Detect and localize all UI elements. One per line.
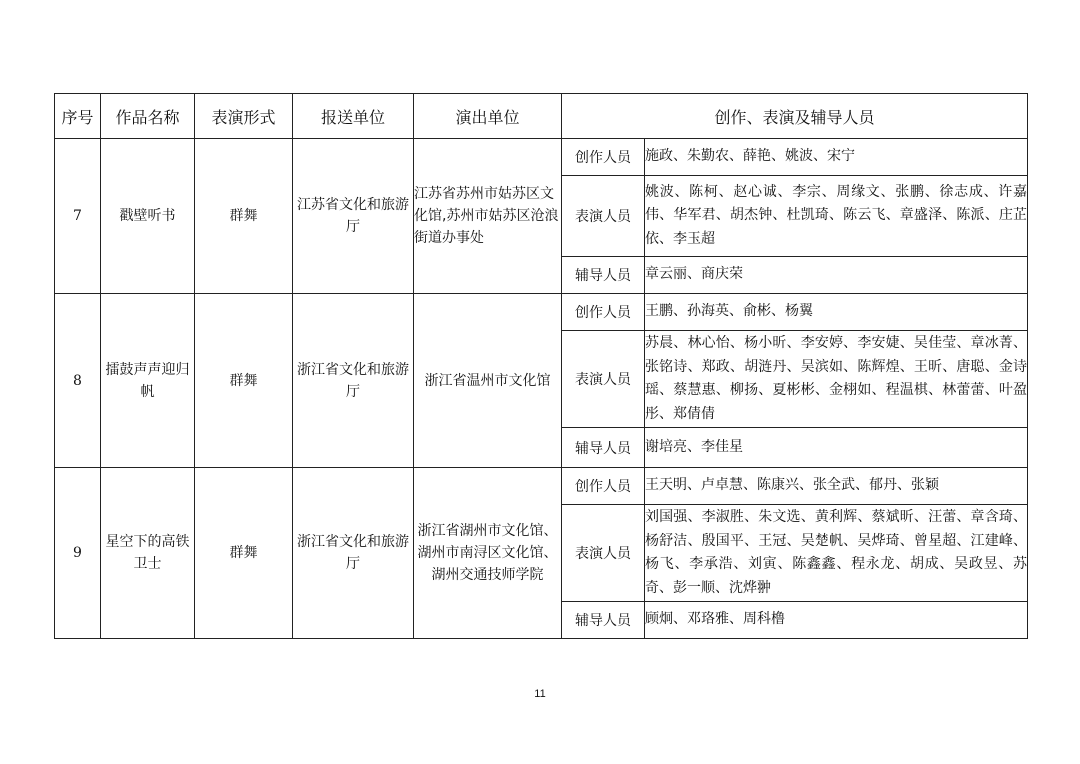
entry-form: 群舞 <box>195 294 293 468</box>
entry-performer: 浙江省湖州市文化馆、湖州市南浔区文化馆、湖州交通技师学院 <box>414 468 562 639</box>
role-names: 王鹏、孙海英、俞彬、杨翼 <box>645 294 1028 331</box>
page-number: 11 <box>534 688 546 700</box>
role-names: 王天明、卢卓慧、陈康兴、张全武、郁丹、张颖 <box>645 468 1028 505</box>
header-no: 序号 <box>55 94 101 139</box>
role-label: 创作人员 <box>562 139 645 176</box>
entry-submitter: 江苏省文化和旅游厅 <box>293 139 414 294</box>
header-form: 表演形式 <box>195 94 293 139</box>
header-title: 作品名称 <box>101 94 195 139</box>
entry-title: 星空下的高铁卫士 <box>101 468 195 639</box>
role-names: 章云丽、商庆荣 <box>645 257 1028 294</box>
entry-number: 8 <box>55 294 101 468</box>
entry-number: 7 <box>55 139 101 294</box>
role-names: 姚波、陈柯、赵心诚、李宗、周缘文、张鹏、徐志成、许嘉伟、华军君、胡杰钟、杜凯琦、陈云飞、章盛泽、陈派、庄芷依、李玉超 <box>645 176 1028 257</box>
role-label: 表演人员 <box>562 505 645 602</box>
role-label: 辅导人员 <box>562 428 645 468</box>
entry-title: 擂鼓声声迎归帆 <box>101 294 195 468</box>
header-submitter: 报送单位 <box>293 94 414 139</box>
entry-form: 群舞 <box>195 468 293 639</box>
entry-form: 群舞 <box>195 139 293 294</box>
entry-submitter: 浙江省文化和旅游厅 <box>293 468 414 639</box>
role-label: 辅导人员 <box>562 602 645 639</box>
header-staff: 创作、表演及辅导人员 <box>562 94 1028 139</box>
table-row <box>55 139 1028 176</box>
header-performer: 演出单位 <box>414 94 562 139</box>
table-header-row <box>55 94 1028 139</box>
entry-performer: 江苏省苏州市姑苏区文化馆,苏州市姑苏区沧浪街道办事处 <box>414 139 562 294</box>
table-row <box>55 468 1028 505</box>
entry-performer: 浙江省温州市文化馆 <box>414 294 562 468</box>
role-label: 创作人员 <box>562 294 645 331</box>
table-row <box>55 294 1028 331</box>
role-names: 刘国强、李淑胜、朱文选、黄利辉、蔡斌昕、汪蕾、章含琦、杨舒洁、殷国平、王冠、吴楚帆、吴烨琦、曾星超、江建峰、杨飞、李承浩、刘寅、陈鑫鑫、程永龙、胡成、吴政昱、苏奇、彭一顺、沈烨翀 <box>645 505 1028 602</box>
role-label: 表演人员 <box>562 331 645 428</box>
role-names: 顾炯、邓珞雅、周科橹 <box>645 602 1028 639</box>
role-names: 苏晨、林心怡、杨小昕、李安婷、李安婕、吴佳莹、章冰菁、张铭诗、郑政、胡涟丹、吴滨如、陈辉煌、王昕、唐聪、金诗瑶、蔡慧惠、柳扬、夏彬彬、金栩如、程温棋、林蕾蕾、叶盈彤、郑倩倩 <box>645 331 1028 428</box>
awards-table <box>54 93 1028 639</box>
entry-submitter: 浙江省文化和旅游厅 <box>293 294 414 468</box>
role-label: 创作人员 <box>562 468 645 505</box>
role-label: 辅导人员 <box>562 257 645 294</box>
role-names: 施政、朱勤农、薛艳、姚波、宋宁 <box>645 139 1028 176</box>
role-label: 表演人员 <box>562 176 645 257</box>
entry-number: 9 <box>55 468 101 639</box>
entry-title: 戳壁听书 <box>101 139 195 294</box>
role-names: 谢培亮、李佳星 <box>645 428 1028 468</box>
